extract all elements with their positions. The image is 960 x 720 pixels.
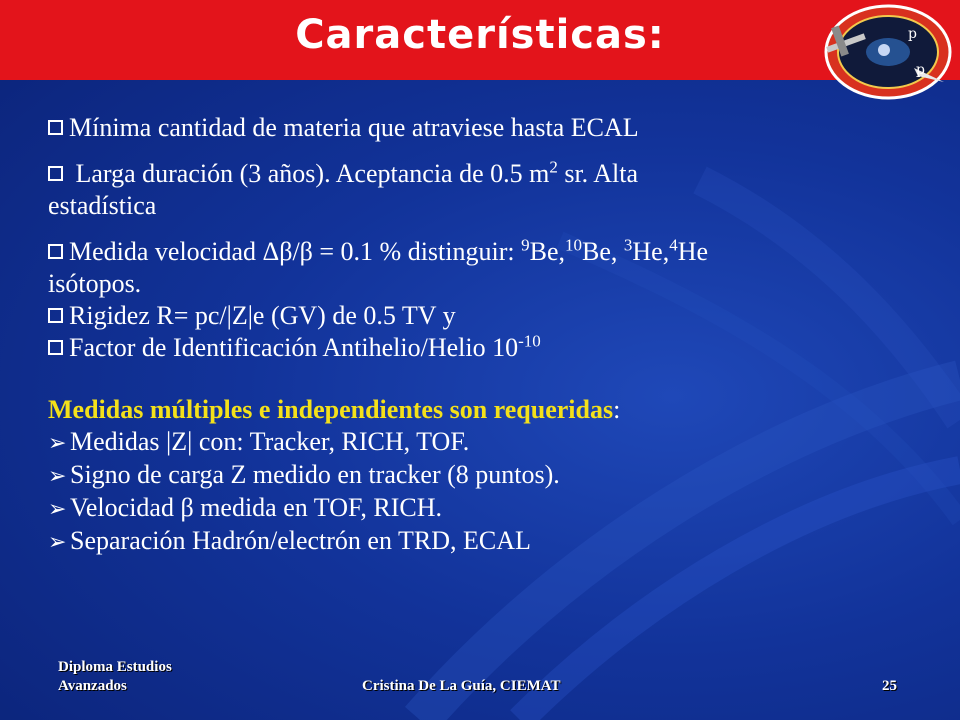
logo-letter-2: p xyxy=(916,62,925,78)
bullet-min-material: Mínima cantidad de materia que atraviese hasta ECAL xyxy=(48,112,908,144)
bullet-identification: Factor de Identificación Antihelio/Helio $10^{-10}$ xyxy=(48,332,908,364)
checkbox-bullet-icon xyxy=(48,244,63,259)
bullet-velocity: Medida velocidad Δβ/β = 0.1 % distinguir: $^9$Be,$^{10}$Be, $^3$He,$^4$He xyxy=(48,236,908,268)
footer-author: Cristina De La Guía, CIEMAT xyxy=(362,678,561,694)
arrow-bullet-icon: ➢ xyxy=(48,463,67,488)
bullet-velocity-cont: isótopos. xyxy=(48,269,142,298)
footer-course: Diploma Estudios Avanzados xyxy=(58,659,172,694)
checkbox-bullet-icon xyxy=(48,120,63,135)
checkbox-bullet-icon xyxy=(48,166,63,181)
arrow-bullet-icon: ➢ xyxy=(48,496,67,521)
bullet-rigidity: Rigidez R= pc/|Z|e (GV) de 0.5 TV y xyxy=(48,300,908,332)
emphasis-heading: Medidas múltiples e independientes son requeridas: xyxy=(48,395,621,424)
arrow-item: ➢ Signo de carga Z medido en tracker (8 puntos). xyxy=(48,459,908,492)
bullet-duration-cont: estadística xyxy=(48,191,157,220)
checkbox-bullet-icon xyxy=(48,340,63,355)
arrow-item: ➢ Separación Hadrón/electrón en TRD, ECAL xyxy=(48,525,908,558)
mission-patch-icon xyxy=(818,2,958,102)
arrow-item: ➢ Medidas |Z| con: Tracker, RICH, TOF. xyxy=(48,426,908,459)
slide-title: Características: xyxy=(295,12,665,58)
page-number: 25 xyxy=(882,678,897,694)
arrow-item: ➢ Velocidad β medida en TOF, RICH. xyxy=(48,492,908,525)
checkbox-bullet-icon xyxy=(48,308,63,323)
logo-letter-1: p xyxy=(908,26,917,42)
bullet-duration: Larga duración (3 años). Aceptancia de 0.5 $m^2$ sr. Alta xyxy=(48,158,908,190)
arrow-bullet-icon: ➢ xyxy=(48,430,67,455)
arrow-bullet-icon: ➢ xyxy=(48,529,67,554)
slide-content xyxy=(48,112,908,558)
